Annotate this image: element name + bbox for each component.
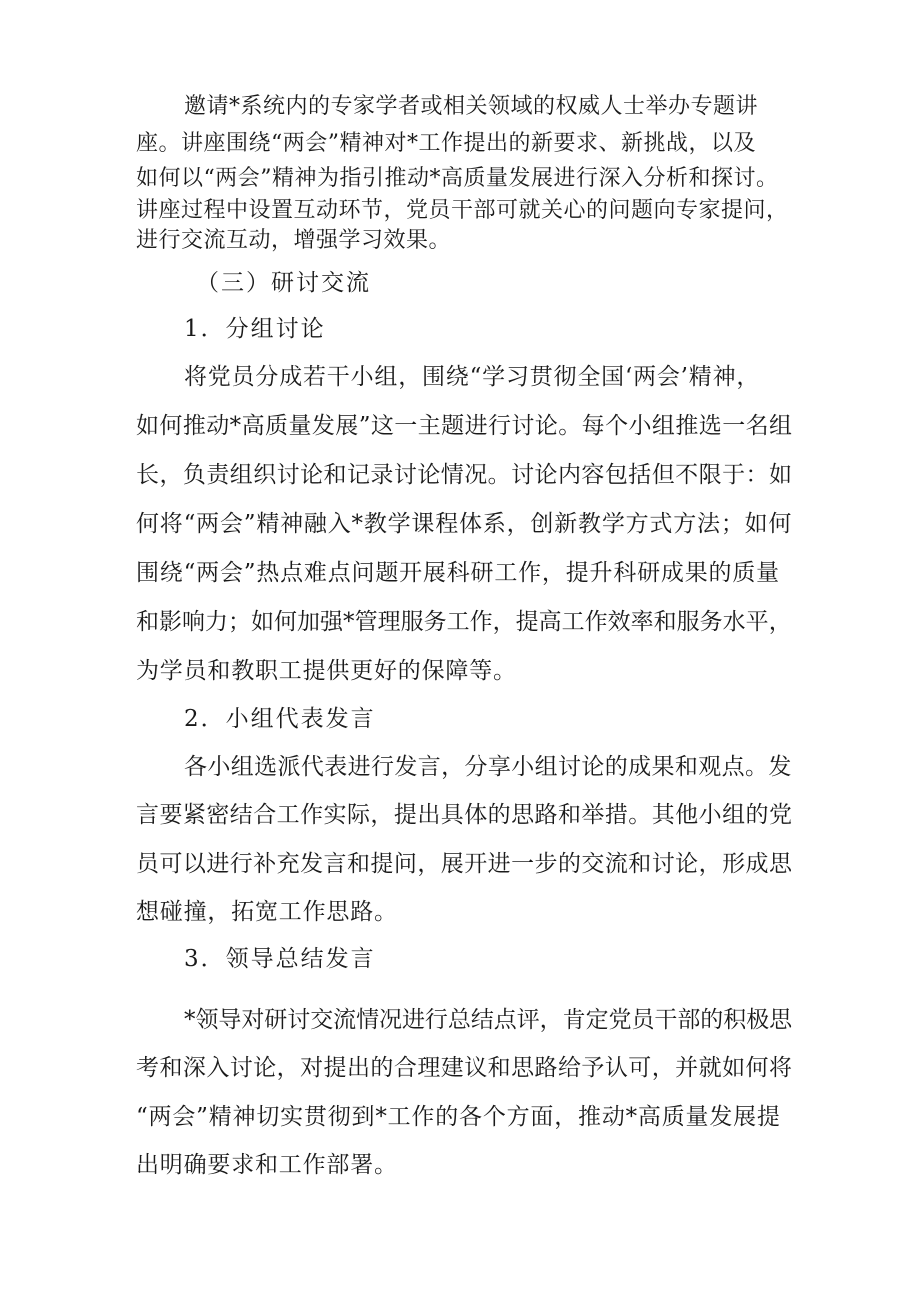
subsection-heading: 3．领导总结发言 xyxy=(184,946,376,972)
subsection-heading: 1．分组讨论 xyxy=(184,316,326,342)
section-heading: （三）研讨交流 xyxy=(196,270,371,296)
paragraph-line: 为学员和教职工提供更好的保障等。 xyxy=(136,658,517,684)
paragraph-line: 员可以进行补充发言和提问，展开进一步的交流和讨论，形成思 xyxy=(136,851,793,877)
paragraph-line: *领导对研讨交流情况进行总结点评，肯定党员干部的积极思 xyxy=(184,1007,793,1033)
paragraph-line: 如何以“两会”精神为指引推动*高质量发展进行深入分析和探讨。 xyxy=(136,166,779,191)
paragraph-line: 座。讲座围绕“两会”精神对*工作提出的新要求、新挑战，以及 xyxy=(136,131,756,156)
paragraph-line: 邀请*系统内的专家学者或相关领域的权威人士举办专题讲 xyxy=(184,94,759,119)
paragraph-line: “两会”精神切实贯彻到*工作的各个方面，推动*高质量发展提 xyxy=(136,1104,781,1130)
paragraph-line: 出明确要求和工作部署。 xyxy=(136,1152,398,1178)
paragraph-line: 何将“两会”精神融入*教学课程体系，创新教学方式方法；如何 xyxy=(136,511,793,537)
paragraph-line: 将党员分成若干小组，围绕“学习贯彻全国‘两会’精神， xyxy=(184,364,761,390)
paragraph-line: 围绕“两会”热点难点问题开展科研工作，提升科研成果的质量 xyxy=(136,560,780,586)
paragraph-line: 想碰撞，拓宽工作思路。 xyxy=(136,899,398,925)
paragraph-line: 长，负责组织讨论和记录讨论情况。讨论内容包括但不限于：如 xyxy=(136,462,793,488)
paragraph-line: 各小组选派代表进行发言，分享小组讨论的成果和观点。发 xyxy=(184,754,792,780)
paragraph-line: 和影响力；如何加强*管理服务工作，提高工作效率和服务水平， xyxy=(136,609,792,635)
paragraph-line: 进行交流互动，增强学习效果。 xyxy=(136,228,452,253)
paragraph-line: 言要紧密结合工作实际，提出具体的思路和举措。其他小组的党 xyxy=(136,802,793,828)
paragraph-line: 讲座过程中设置互动环节，党员干部可就关心的问题向专家提问， xyxy=(136,198,789,223)
paragraph-line: 考和深入讨论，对提出的合理建议和思路给予认可，并就如何将 xyxy=(136,1055,793,1081)
subsection-heading: 2．小组代表发言 xyxy=(184,706,376,732)
paragraph-line: 如何推动*高质量发展”这一主题进行讨论。每个小组推选一名组 xyxy=(136,413,793,439)
